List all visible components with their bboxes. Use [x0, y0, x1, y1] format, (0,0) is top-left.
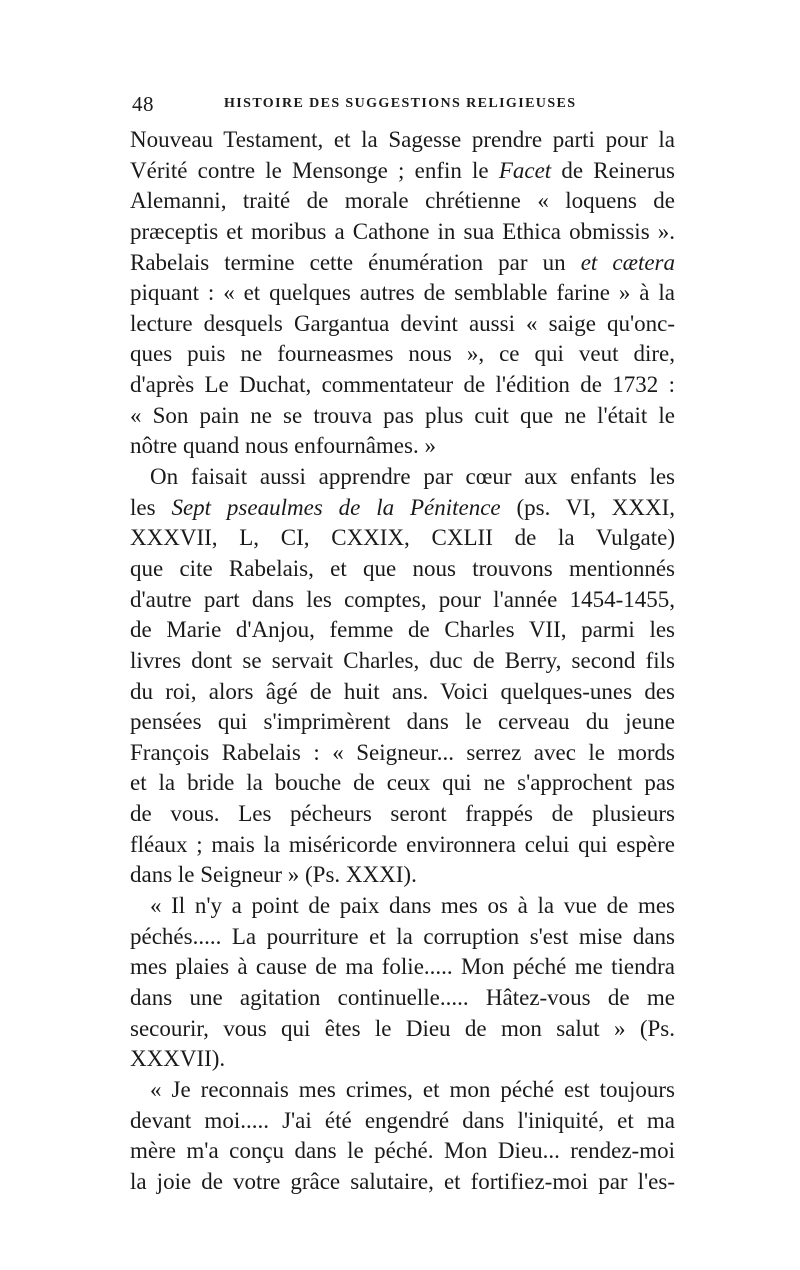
text-line-content: XXXVII).	[130, 1046, 226, 1072]
text-line-content: « Je reconnais mes crimes, et mon péché est toujours	[150, 1076, 675, 1102]
text-line	[130, 1075, 675, 1106]
text-line	[130, 891, 675, 922]
text-line	[130, 370, 675, 401]
text-line-content: secourir, vous qui êtes le Dieu de mon salut » (Ps.	[130, 1015, 675, 1041]
text-line	[130, 952, 675, 983]
text-line	[130, 278, 675, 309]
text-line-content: François Rabelais : « Seigneur... serrez avec le mords	[130, 739, 675, 765]
text-line	[130, 401, 675, 432]
text-line-content: lecture desquels Gargantua devint aussi « saige qu'onc-	[130, 310, 675, 336]
text-line	[130, 1136, 675, 1167]
text-line	[130, 554, 675, 585]
running-head	[132, 92, 684, 116]
text-line	[130, 186, 675, 217]
text-line	[130, 677, 675, 708]
text-line-content: piquant : « et quelques autres de semblable farine » à la	[130, 280, 675, 306]
text-line-content: péchés..... La pourriture et la corruption s'est mise dans	[130, 923, 675, 949]
text-line-content: On faisait aussi apprendre par cœur aux enfants les	[150, 464, 675, 490]
text-line-content: d'autre part dans les comptes, pour l'année 1454-1455,	[130, 586, 675, 612]
text-line-content: de Marie d'Anjou, femme de Charles VII, parmi les	[130, 617, 675, 643]
text-line	[130, 983, 675, 1014]
text-line	[130, 799, 675, 830]
text-line-content: XXXVII, L, CI, CXXIX, CXLII de la Vulgate)	[130, 525, 675, 551]
text-line-content: que cite Rabelais, et que nous trouvons mentionnés	[130, 555, 675, 581]
text-line-content: dans une agitation continuelle..... Hâtez-vous de me	[130, 984, 675, 1010]
title-italic: Sept pseaulmes de la Pénitence	[171, 494, 501, 520]
text-line	[130, 217, 675, 248]
text-line	[130, 462, 675, 493]
text-line	[130, 615, 675, 646]
text-line-content: dans le Seigneur » (Ps. XXXI).	[130, 862, 417, 888]
text-line-content: Rabelais termine cette énumération par un	[130, 249, 581, 275]
body-text	[130, 125, 675, 1197]
text-line-content: Nouveau Testament, et la Sagesse prendre parti pour la	[130, 127, 675, 152]
text-line-content: de Reinerus	[551, 157, 675, 183]
text-line-content: ques puis ne fourneasmes nous », ce qui veut dire,	[130, 341, 675, 367]
text-line-content: mes plaies à cause de ma folie..... Mon péché me tiendra	[130, 954, 675, 980]
text-line	[130, 1014, 675, 1045]
text-line-content: de vous. Les pécheurs seront frappés de plusieurs	[130, 801, 675, 827]
text-line-content: et la bride la bouche de ceux qui ne s'approchent pas	[130, 770, 675, 796]
text-line-content: la joie de votre grâce salutaire, et fortifiez-moi par l'es-	[130, 1168, 675, 1194]
text-line	[130, 125, 675, 156]
text-line	[130, 646, 675, 677]
text-line	[130, 830, 675, 861]
text-line	[130, 1106, 675, 1137]
text-line-content: fléaux ; mais la miséricorde environnera celui qui espère	[130, 831, 675, 857]
phrase-italic: et cætera	[580, 249, 675, 275]
text-line	[130, 768, 675, 799]
text-line-content: « Il n'y a point de paix dans mes os à la vue de mes	[150, 893, 675, 919]
text-line-content: les	[130, 494, 172, 520]
text-line	[130, 585, 675, 616]
text-line	[130, 156, 675, 187]
text-line	[130, 922, 675, 953]
text-line	[130, 523, 675, 554]
page-number: 48	[132, 92, 154, 116]
text-line-content: « Son pain ne se trouva pas plus cuit que ne l'était le	[130, 402, 675, 428]
text-line-content: Vérité contre le Mensonge ; enfin le	[130, 157, 499, 183]
text-line	[130, 248, 675, 279]
text-line-content: pensées qui s'imprimèrent dans le cerveau du jeune	[130, 709, 675, 735]
text-line	[130, 707, 675, 738]
text-line-content: mère m'a conçu dans le péché. Mon Dieu... rendez-moi	[130, 1138, 675, 1164]
title-italic: Facet	[498, 157, 552, 183]
running-title: HISTOIRE DES SUGGESTIONS RELIGIEUSES	[224, 96, 577, 111]
text-line-content: d'après Le Duchat, commentateur de l'édition de 1732 :	[130, 372, 675, 398]
text-line	[130, 431, 675, 462]
text-line	[130, 738, 675, 769]
text-line	[130, 493, 675, 524]
text-line	[130, 339, 675, 370]
text-line	[130, 1044, 675, 1075]
text-line-content: devant moi..... J'ai été engendré dans l'iniquité, et ma	[130, 1107, 675, 1133]
text-line	[130, 860, 675, 891]
text-line	[130, 1167, 675, 1198]
text-line-content: Alemanni, traité de morale chrétienne « loquens de	[130, 188, 675, 214]
text-line-content: (ps. VI, XXXI,	[500, 494, 675, 520]
text-line-content: præceptis et moribus a Cathone in sua Ethica obmissis ».	[130, 218, 675, 244]
text-line-content: nôtre quand nous enfournâmes. »	[130, 433, 436, 459]
text-line-content: du roi, alors âgé de huit ans. Voici quelques-unes des	[130, 678, 675, 704]
text-line	[130, 309, 675, 340]
text-line-content: livres dont se servait Charles, duc de Berry, second fils	[130, 647, 675, 673]
